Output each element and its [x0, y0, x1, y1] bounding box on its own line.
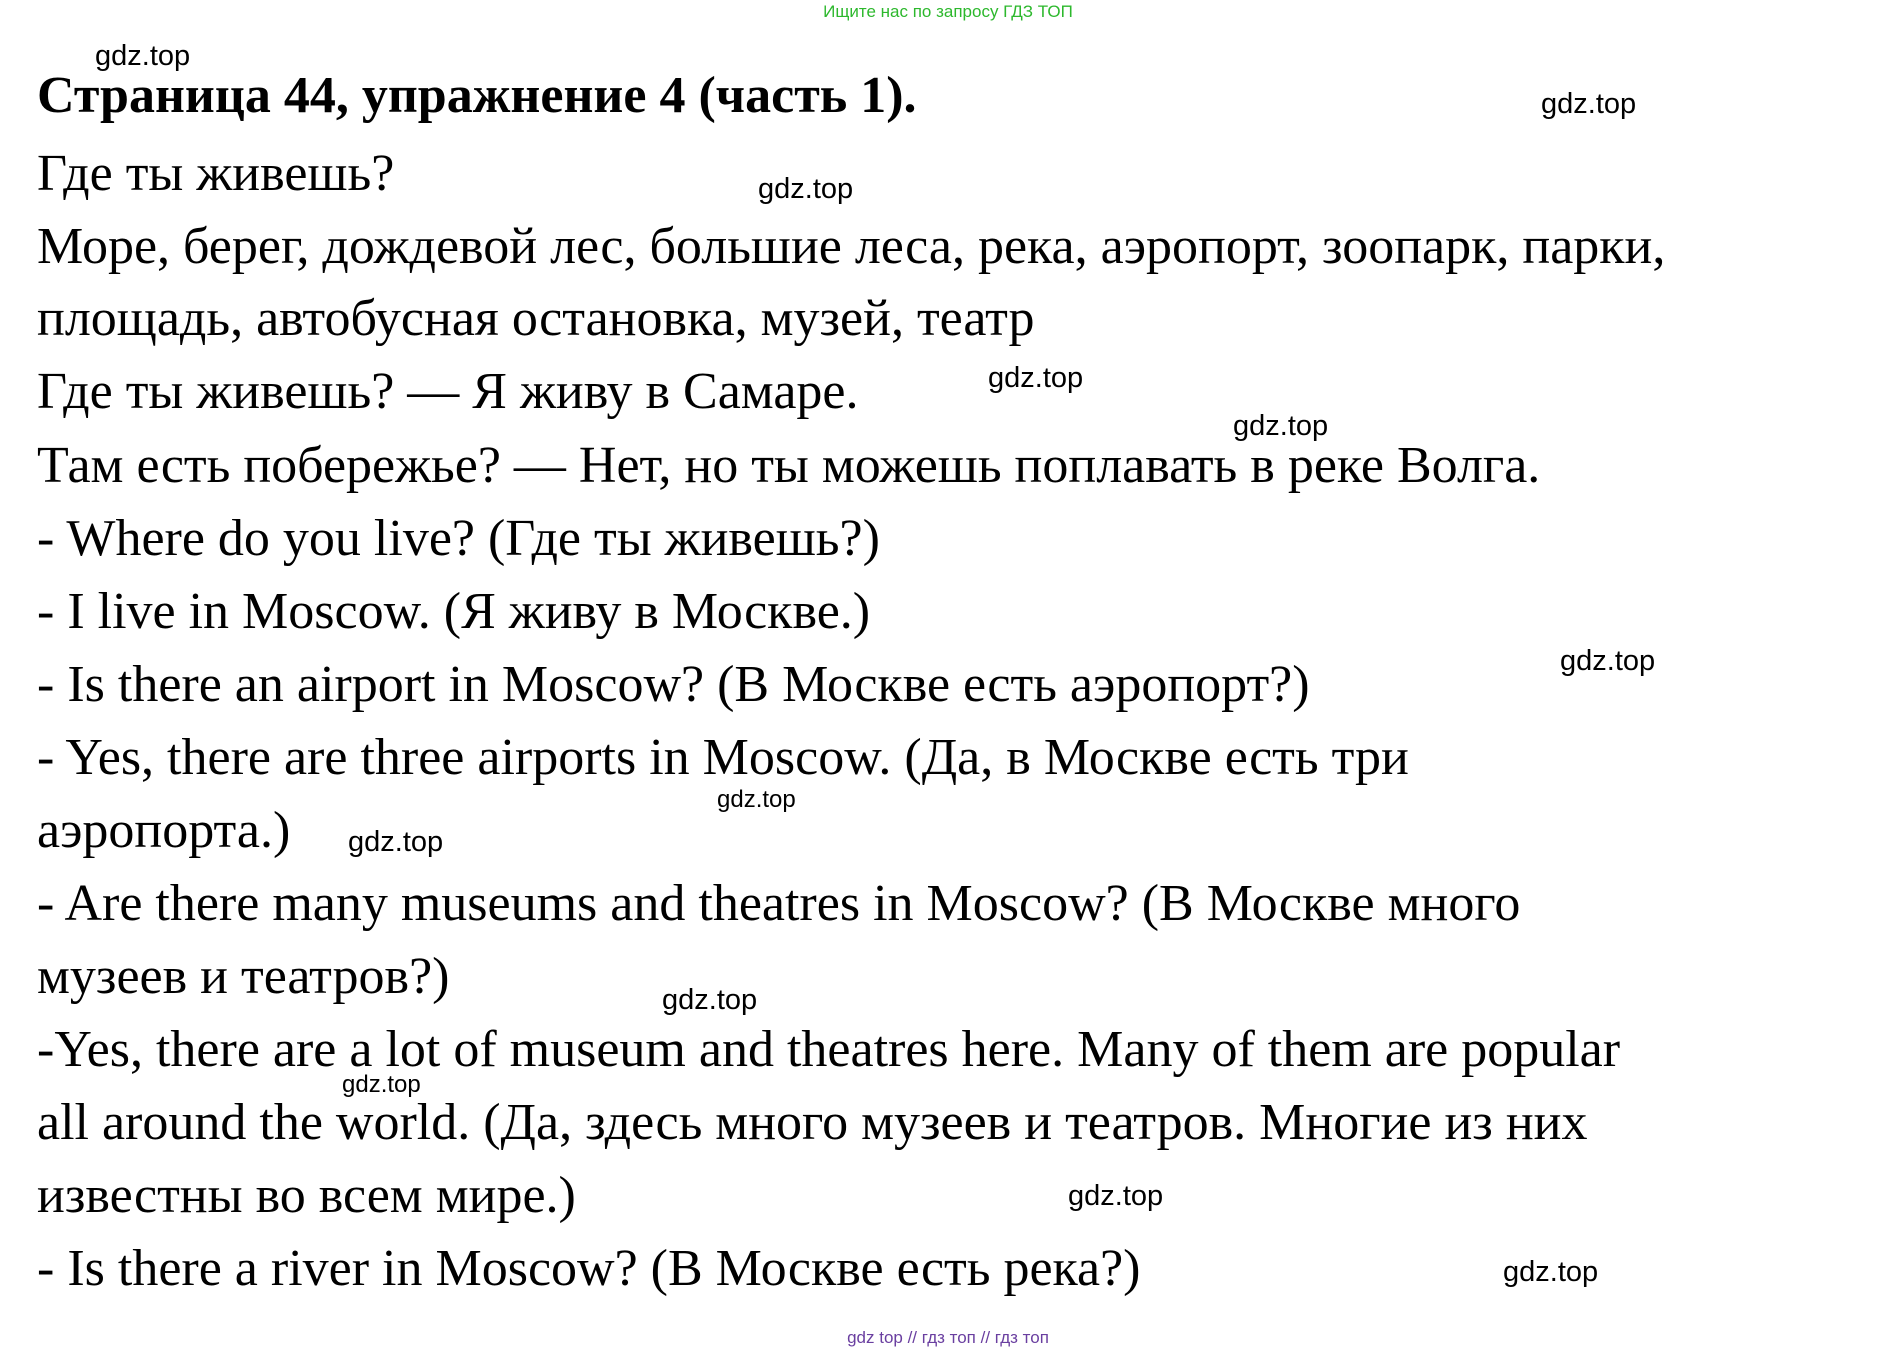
text-line: аэропорта.) [37, 802, 291, 859]
watermark: gdz.top [348, 826, 444, 858]
watermark: gdz.top [1233, 410, 1329, 442]
footer-links: gdz top // гдз топ // гдз топ [847, 1328, 1049, 1347]
text-line: Где ты живешь? [37, 145, 395, 202]
text-line: - I live in Moscow. (Я живу в Москве.) [37, 583, 871, 640]
watermark: gdz.top [95, 40, 191, 72]
text-line: - Is there an airport in Moscow? (В Москве есть аэропорт?) [37, 656, 1310, 713]
watermark: gdz.top [988, 362, 1084, 394]
text-line: - Where do you live? (Где ты живешь?) [37, 510, 880, 567]
text-line: Где ты живешь? — Я живу в Самаре. [37, 363, 859, 420]
text-line: all around the world. (Да, здесь много музеев и театров. Многие из них [37, 1094, 1588, 1151]
top-banner: Ищите нас по запросу ГДЗ ТОП [823, 2, 1073, 21]
text-line: - Is there a river in Moscow? (В Москве есть река?) [37, 1240, 1141, 1297]
watermark: gdz.top [1503, 1256, 1599, 1288]
text-line: Там есть побережье? — Нет, но ты можешь поплавать в реке Волга. [37, 437, 1541, 494]
text-line: - Are there many museums and theatres in Moscow? (В Москве много [37, 875, 1521, 932]
text-line: - Yes, there are three airports in Moscow. (Да, в Москве есть три [37, 729, 1409, 786]
text-line: -Yes, there are a lot of museum and theatres here. Many of them are popular [37, 1021, 1621, 1078]
watermark: gdz.top [717, 786, 796, 813]
watermark: gdz.top [1541, 88, 1637, 120]
watermark: gdz.top [1560, 645, 1656, 677]
text-line: музеев и театров?) [37, 948, 450, 1005]
text-line: Море, берег, дождевой лес, большие леса, река, аэропорт, зоопарк, парки, [37, 218, 1666, 275]
watermark: gdz.top [758, 173, 854, 205]
watermark: gdz.top [662, 984, 758, 1016]
text-line: площадь, автобусная остановка, музей, театр [37, 290, 1035, 347]
page-title: Страница 44, упражнение 4 (часть 1). [37, 67, 917, 124]
text-line: известны во всем мире.) [37, 1167, 576, 1224]
watermark: gdz.top [1068, 1180, 1164, 1212]
watermark: gdz.top [342, 1071, 421, 1098]
